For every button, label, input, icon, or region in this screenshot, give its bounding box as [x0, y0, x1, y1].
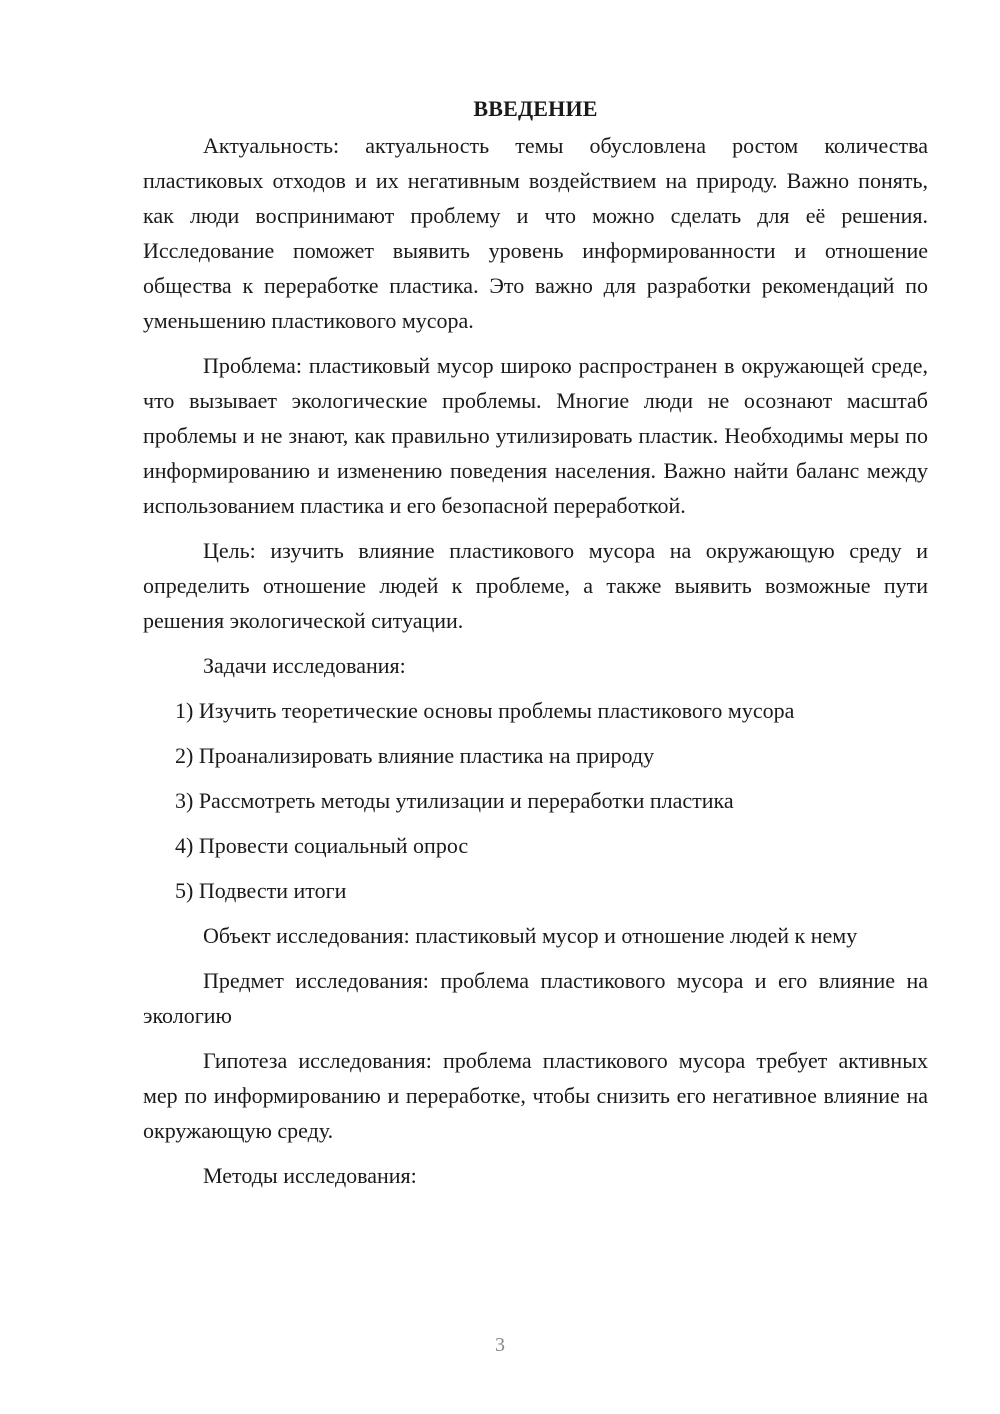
problem-paragraph: Проблема: пластиковый мусор широко распространен в окружающей среде, что вызывает экологические проблемы. Многие люди не осознают масштаб проблемы и не знают, как правильно утилизировать пластик. Необходимы меры по информированию и изменению поведения населения. Важно найти баланс между использованием пластика и его безопасной переработкой. [143, 353, 928, 518]
list-item: 1) Изучить теоретические основы проблемы пластикового мусора [175, 698, 795, 723]
list-item: 4) Провести социальный опрос [175, 833, 469, 858]
list-item: 2) Проанализировать влияние пластика на природу [175, 743, 655, 768]
goal-paragraph: Цель: изучить влияние пластикового мусора на окружающую среду и определить отношение людей к проблеме, а также выявить возможные пути решения экологической ситуации. [143, 538, 928, 633]
list-item: 3) Рассмотреть методы утилизации и переработки пластика [175, 788, 734, 813]
subject-paragraph: Предмет исследования: проблема пластикового мусора и его влияние на экологию [143, 968, 928, 1028]
tasks-list [143, 693, 928, 908]
hypothesis-paragraph: Гипотеза исследования: проблема пластикового мусора требует активных мер по информированию и переработке, чтобы снизить его негативное влияние на окружающую среду. [143, 1048, 928, 1143]
object-paragraph: Объект исследования: пластиковый мусор и отношение людей к нему [203, 923, 858, 948]
methods-title: Методы исследования: [203, 1163, 417, 1188]
document-page [143, 94, 928, 1203]
relevance-paragraph: Актуальность: актуальность темы обусловлена ростом количества пластиковых отходов и их негативным воздействием на природу. Важно понять, как люди воспринимают проблему и что можно сделать для её решения. Исследование поможет выявить уровень информированности и отношение общества к переработке пластика. Это важно для разработки рекомендаций по уменьшению пластикового мусора. [143, 133, 928, 333]
list-item: 5) Подвести итоги [175, 878, 347, 903]
page-number: 3 [495, 1334, 505, 1356]
tasks-title: Задачи исследования: [203, 653, 406, 678]
section-heading: ВВЕДЕНИЕ [473, 96, 598, 121]
